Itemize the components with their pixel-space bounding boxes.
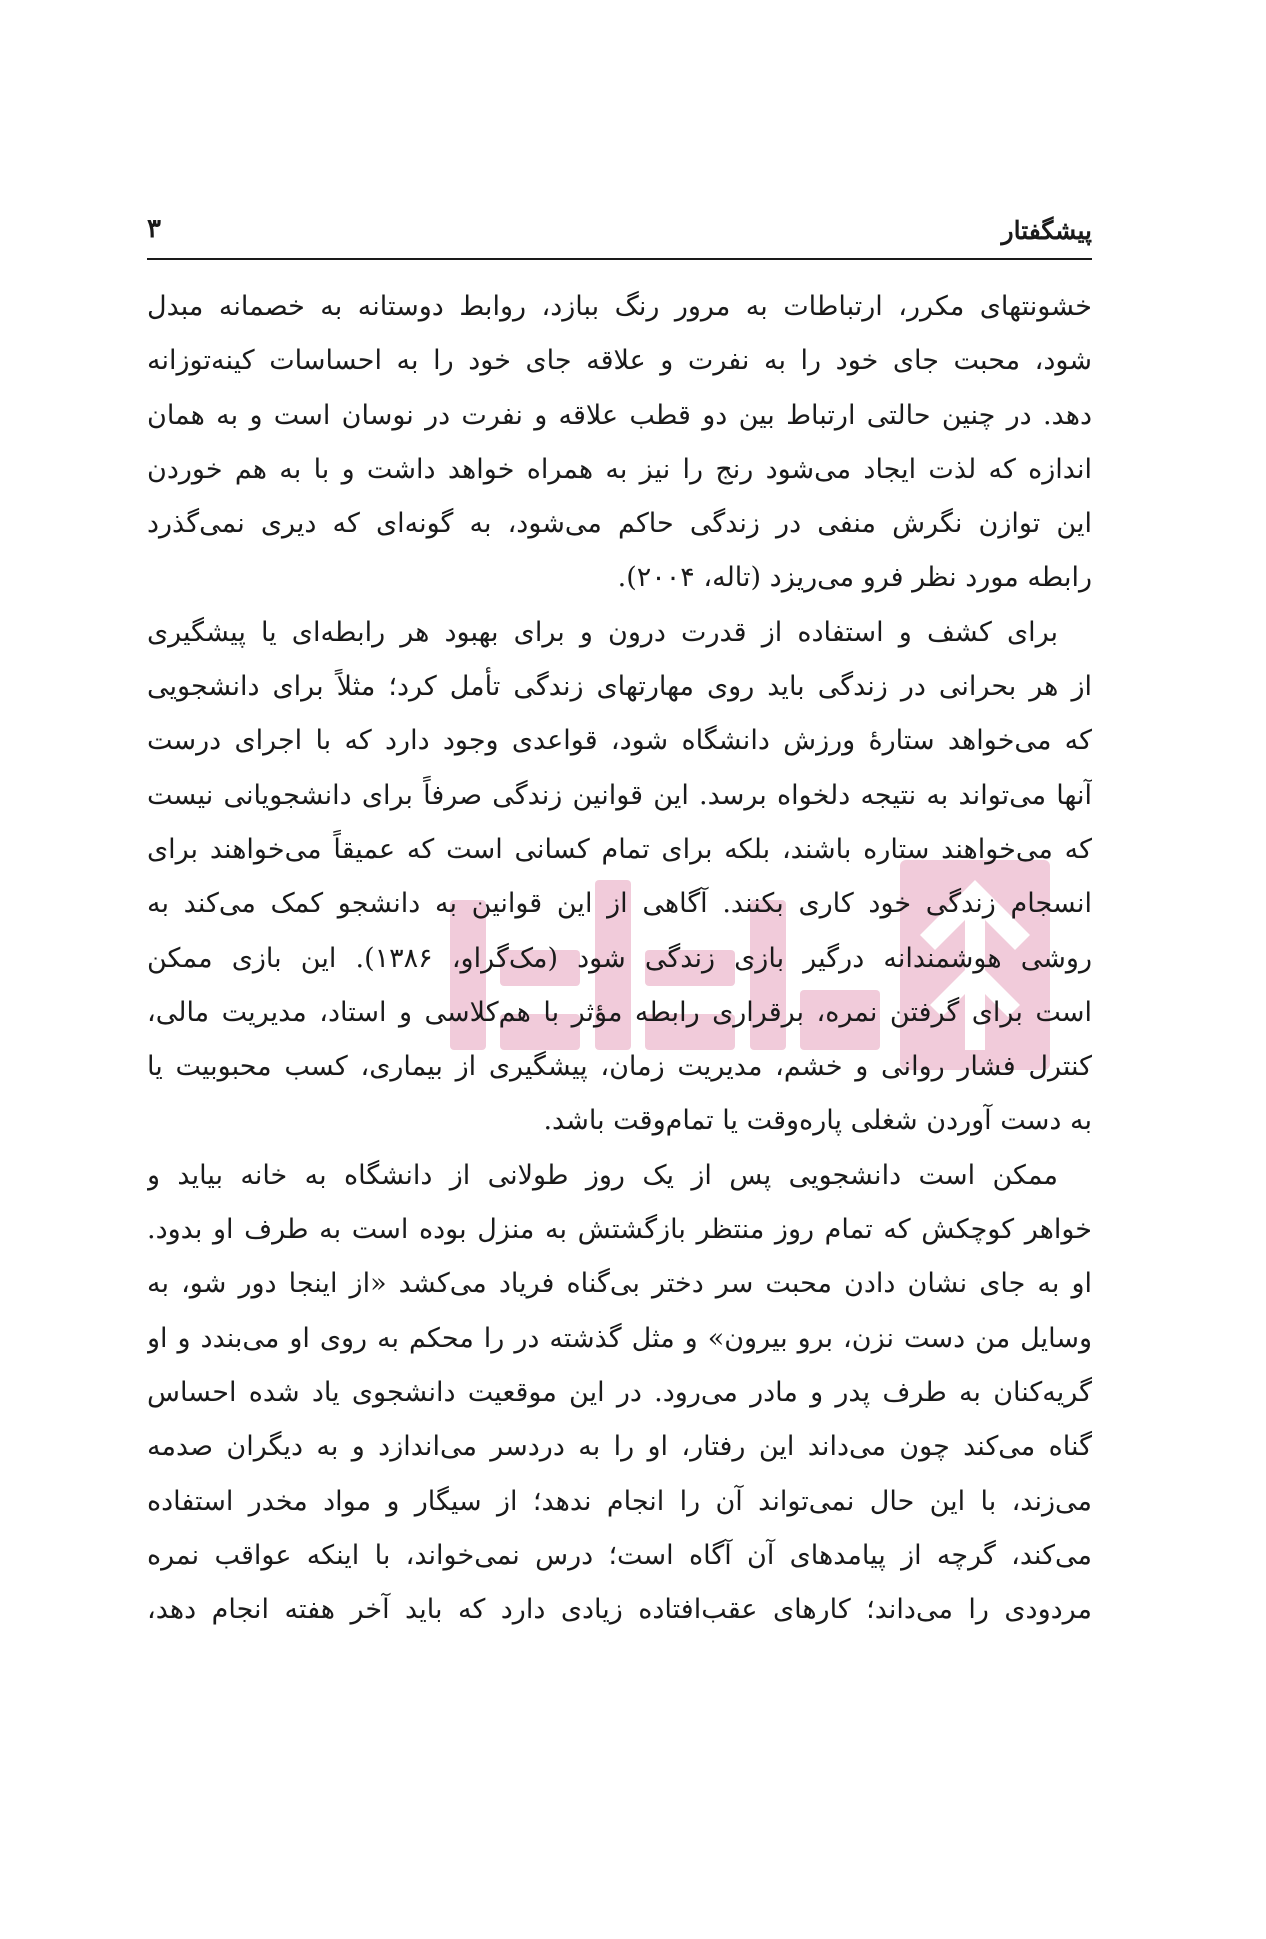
text-line: کنترل فشار روانی و خشم، مدیریت زمان، پیشگیری از بیماری، کسب محبوبیت یا (147, 1051, 1092, 1083)
text-line: انسجام زندگی خود کاری بکنند. آگاهی از این قوانین به دانشجو کمک می‌کند به (147, 888, 1092, 920)
text-line: گریه‌کنان به طرف پدر و مادر می‌رود. در این موقعیت دانشجوی یاد شده احساس (147, 1376, 1092, 1408)
text-line: که می‌خواهد ستارهٔ ورزش دانشگاه شود، قواعدی وجود دارد که با اجرای درست (147, 725, 1092, 757)
text-line: مردودی را می‌داند؛ کارهای عقب‌افتاده زیادی دارد که باید آخر هفته انجام دهد، (147, 1594, 1092, 1626)
text-line: به دست آوردن شغلی پاره‌وقت یا تمام‌وقت باشد. (543, 1105, 1092, 1137)
text-line: که می‌خواهند ستاره باشند، بلکه برای تمام کسانی است که عمیقاً می‌خواهند برای (147, 833, 1092, 865)
header-rule (147, 258, 1092, 260)
text-line: دهد. در چنین حالتی ارتباط بین دو قطب علاقه و نفرت در نوسان است و به همان (147, 399, 1092, 431)
text-line: خواهر کوچکش که تمام روز منتظر بازگشتش به منزل بوده است به طرف او بدود. (147, 1214, 1092, 1246)
running-header (147, 208, 1092, 258)
text-line: او به جای نشان دادن محبت سر دختر بی‌گناه فریاد می‌کشد «از اینجا دور شو، به (147, 1268, 1092, 1300)
text-line: از هر بحرانی در زندگی باید روی مهارتهای زندگی تأمل کرد؛ مثلاً برای دانشجویی (147, 671, 1092, 703)
text-line: اندازه که لذت ایجاد می‌شود رنج را نیز به همراه خواهد داشت و با به هم خوردن (147, 453, 1092, 485)
text-line: است برای گرفتن نمره، برقراری رابطه مؤثر با هم‌کلاسی و استاد، مدیریت مالی، (147, 996, 1092, 1028)
text-line: آنها می‌تواند به نتیجه دلخواه برسد. این قوانین زندگی صرفاً برای دانشجویانی نیست (147, 779, 1092, 811)
body-text (147, 280, 1092, 1637)
text-line: می‌زند، با این حال نمی‌تواند آن را انجام ندهد؛ از سیگار و مواد مخدر استفاده (147, 1485, 1092, 1517)
text-line: گناه می‌کند چون می‌داند این رفتار، او را به دردسر می‌اندازد و به دیگران صدمه (147, 1431, 1092, 1463)
text-line: ممکن است دانشجویی پس از یک روز طولانی از دانشگاه به خانه بیاید و (147, 1159, 1058, 1191)
chapter-title: پیشگفتار (1001, 216, 1092, 245)
paragraph-1 (147, 280, 1092, 606)
text-line: برای کشف و استفاده از قدرت درون و برای بهبود هر رابطه‌ای یا پیشگیری (147, 616, 1058, 648)
paragraph-3 (147, 1149, 1092, 1638)
text-line: روشی هوشمندانه درگیر بازی زندگی شود (مک‌گراو، ۱۳۸۶). این بازی ممکن (147, 942, 1092, 974)
text-line: می‌کند، گرچه از پیامدهای آن آگاه است؛ درس نمی‌خواند، با اینکه عواقب نمره (147, 1539, 1092, 1571)
text-line: شود، محبت جای خود را به نفرت و علاقه جای خود را به احساسات کینه‌توزانه (147, 345, 1092, 377)
text-line: وسایل من دست نزن، برو بیرون» و مثل گذشته در را محکم به روی او می‌بندد و او (147, 1322, 1092, 1354)
paragraph-2 (147, 606, 1092, 1149)
text-line: این توازن نگرش منفی در زندگی حاکم می‌شود، به گونه‌ای که دیری نمی‌گذرد (147, 508, 1092, 540)
text-line: خشونتهای مکرر، ارتباطات به مرور رنگ ببازد، روابط دوستانه به خصمانه مبدل (147, 291, 1092, 322)
text-line: رابطه مورد نظر فرو می‌ریزد (تاله، ۲۰۰۴). (617, 562, 1092, 594)
page-number: ۳ (147, 214, 161, 244)
